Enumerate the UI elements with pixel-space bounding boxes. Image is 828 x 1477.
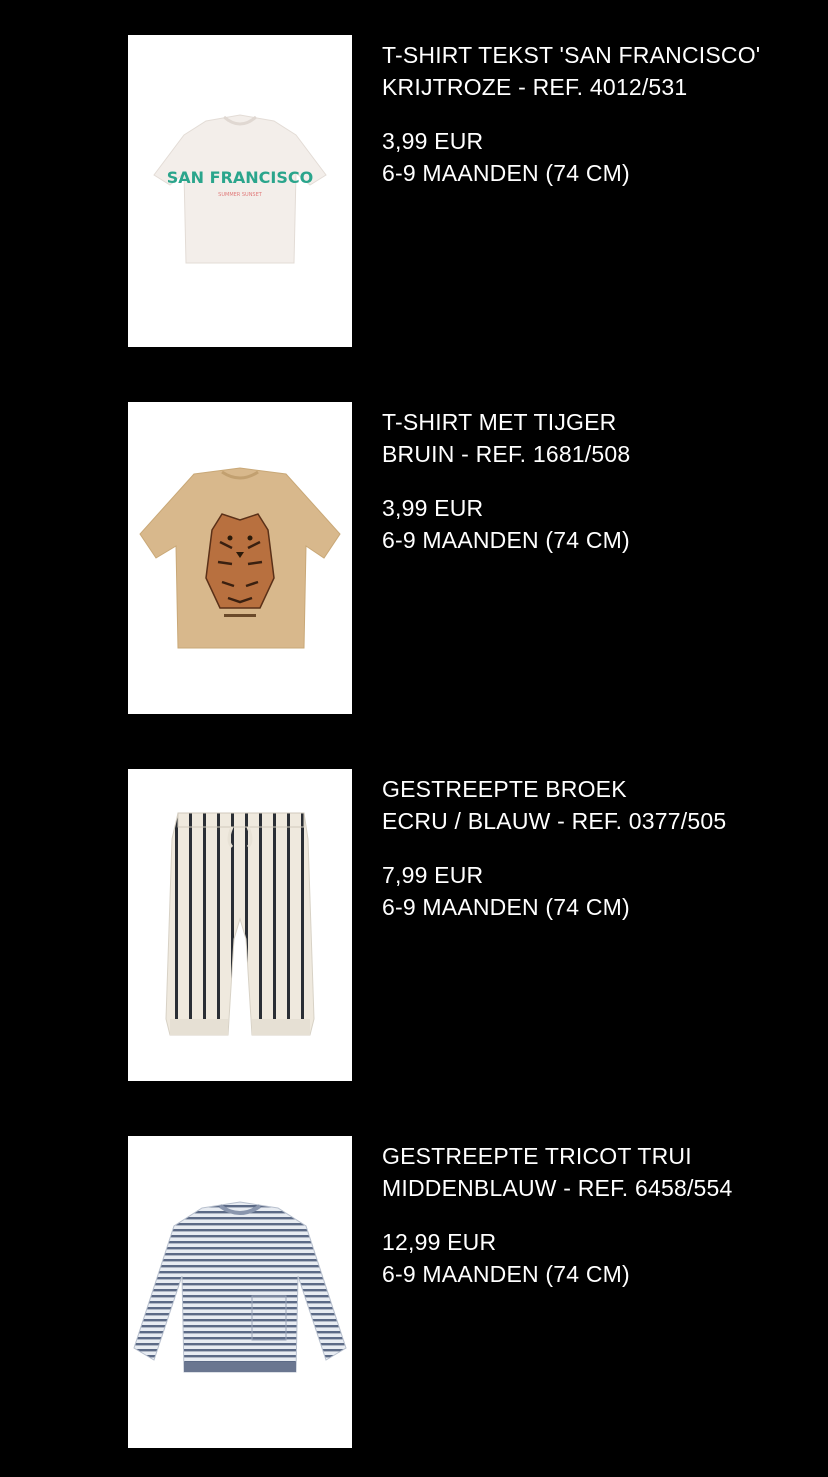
list-item[interactable] (0, 769, 828, 1081)
product-name[interactable]: T-SHIRT MET TIJGER (382, 409, 617, 435)
product-price: 12,99 EUR (382, 1229, 497, 1255)
product-price: 7,99 EUR (382, 862, 484, 888)
product-size: 6-9 MAANDEN (74 CM) (382, 160, 630, 186)
product-name[interactable]: GESTREEPTE TRICOT TRUI (382, 1143, 692, 1169)
product-color-ref: MIDDENBLAUW - REF. 6458/554 (382, 1175, 733, 1201)
product-info (382, 406, 812, 556)
product-name[interactable]: GESTREEPTE BROEK (382, 776, 627, 802)
product-image-tiger-tshirt[interactable] (128, 402, 352, 714)
product-price: 3,99 EUR (382, 128, 484, 154)
product-info (382, 1140, 812, 1290)
product-size: 6-9 MAANDEN (74 CM) (382, 1261, 630, 1287)
product-info (382, 39, 812, 189)
product-image-striped-sweater[interactable] (128, 1136, 352, 1448)
tshirt-print-text: SAN FRANCISCO (166, 168, 314, 187)
tiger-print-icon (206, 514, 274, 608)
product-image-striped-pants[interactable] (128, 769, 352, 1081)
product-size: 6-9 MAANDEN (74 CM) (382, 527, 630, 553)
product-color-ref: BRUIN - REF. 1681/508 (382, 441, 631, 467)
product-image-san-francisco-tshirt[interactable] (128, 35, 352, 347)
product-info (382, 773, 812, 923)
product-size: 6-9 MAANDEN (74 CM) (382, 894, 630, 920)
product-color-ref: KRIJTROZE - REF. 4012/531 (382, 74, 688, 100)
tshirt-print-subtext: SUMMER SUNSET (218, 192, 262, 198)
product-price: 3,99 EUR (382, 495, 484, 521)
list-item[interactable] (0, 402, 828, 714)
product-color-ref: ECRU / BLAUW - REF. 0377/505 (382, 808, 727, 834)
list-item[interactable] (0, 35, 828, 347)
product-name[interactable]: T-SHIRT TEKST 'SAN FRANCISCO' (382, 42, 761, 68)
list-item[interactable] (0, 1136, 828, 1448)
